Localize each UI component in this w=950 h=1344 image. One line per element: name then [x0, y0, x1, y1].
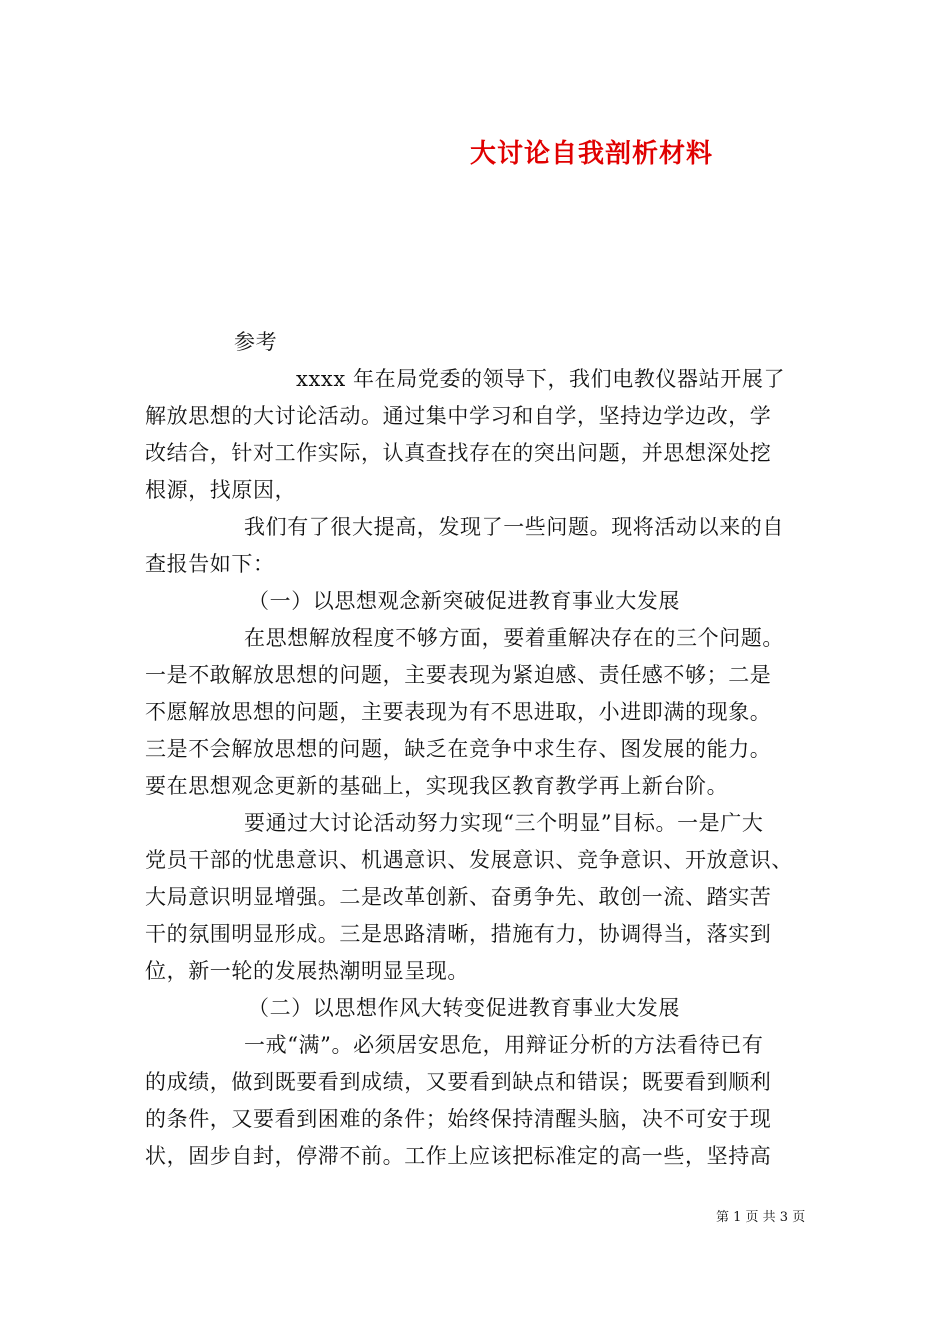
- text-line: 要在思想观念更新的基础上，实现我区教育教学再上新台阶。: [145, 774, 729, 798]
- page-number: 第 1 页 共 3 页: [716, 1210, 806, 1225]
- text-line: 一是不敢解放思想的问题，主要表现为紧迫感、责任感不够；二是: [145, 663, 772, 687]
- text-line: 位，新一轮的发展热潮明显呈现。: [145, 959, 469, 983]
- text-line: 党员干部的忧患意识、机遇意识、发展意识、竞争意识、开放意识、: [145, 848, 793, 872]
- text-line: 大局意识明显增强。二是改革创新、奋勇争先、敢创一流、踏实苦: [145, 885, 772, 909]
- document-title: 大讨论自我剖析材料: [470, 139, 714, 169]
- text-line: 不愿解放思想的问题，主要表现为有不思进取，小进即满的现象。: [145, 700, 772, 724]
- text-line: 在思想解放程度不够方面，要着重解决存在的三个问题。: [244, 626, 784, 650]
- text-line: 我们有了很大提高，发现了一些问题。现将活动以来的自: [244, 515, 784, 539]
- text-line: 一戒“满”。必须居安思危，用辩证分析的方法看待已有: [244, 1033, 764, 1057]
- section-heading: （二）以思想作风大转变促进教育事业大发展: [248, 996, 680, 1020]
- text-line: 干的氛围明显形成。三是思路清晰，措施有力，协调得当，落实到: [145, 922, 772, 946]
- text-line: 查报告如下：: [145, 552, 275, 576]
- text-line: 参考: [234, 330, 278, 354]
- text-line: 解放思想的大讨论活动。通过集中学习和自学，坚持边学边改，学: [145, 404, 772, 428]
- text-line: 改结合，针对工作实际，认真查找存在的突出问题，并思想深处挖: [145, 441, 772, 465]
- text-line: 的条件，又要看到困难的条件；始终保持清醒头脑，决不可安于现: [145, 1107, 772, 1131]
- text-line: 状，固步自封，停滞不前。工作上应该把标准定的高一些，坚持高: [145, 1144, 772, 1168]
- text-line: 根源，找原因，: [145, 478, 297, 502]
- text-line: 三是不会解放思想的问题，缺乏在竞争中求生存、图发展的能力。: [145, 737, 772, 761]
- section-heading: （一）以思想观念新突破促进教育事业大发展: [248, 589, 680, 613]
- text-line: 要通过大讨论活动努力实现“三个明显”目标。一是广大: [244, 811, 764, 835]
- text-line: xxxx 年在局党委的领导下，我们电教仪器站开展了: [296, 367, 786, 391]
- text-line: 的成绩，做到既要看到成绩，又要看到缺点和错误；既要看到顺利: [145, 1070, 772, 1094]
